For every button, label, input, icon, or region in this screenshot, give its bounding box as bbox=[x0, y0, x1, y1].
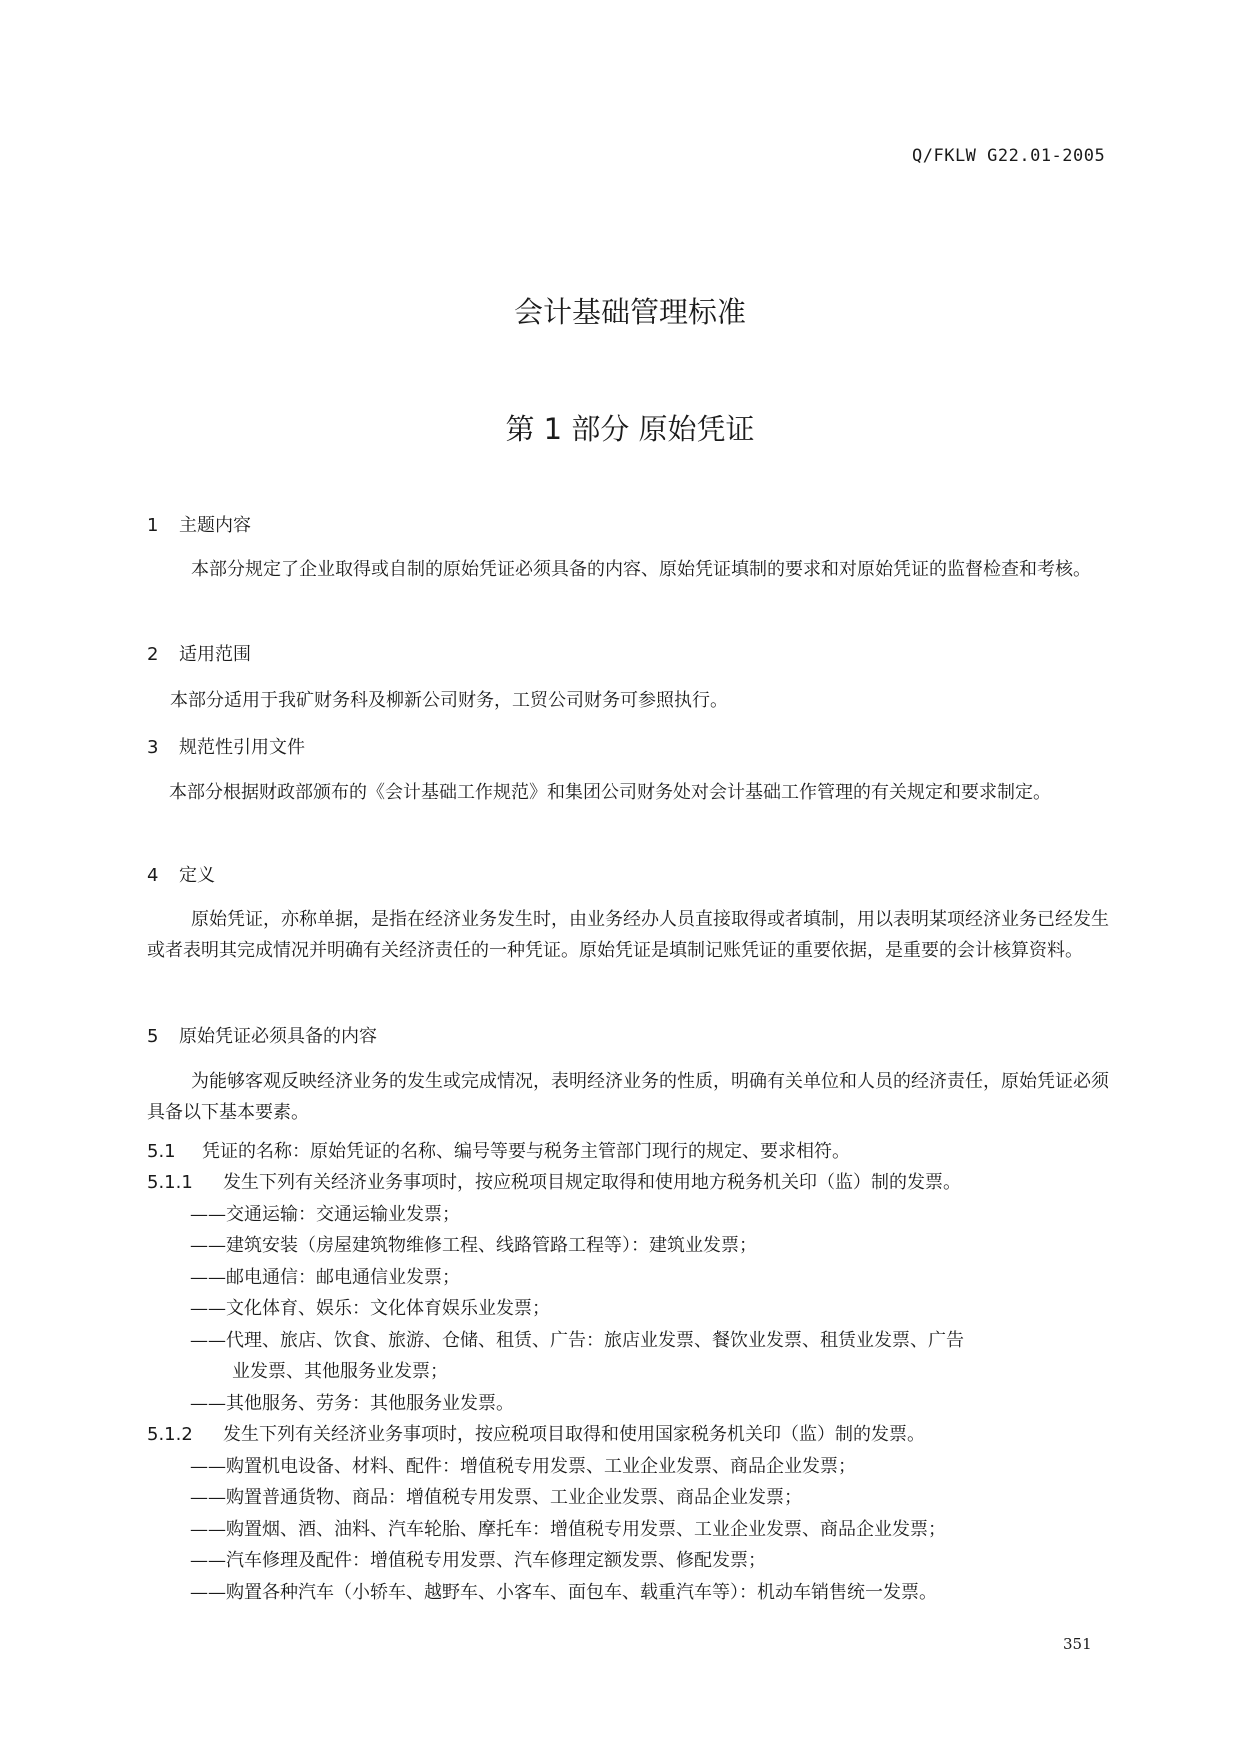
list-item: ——购置普通货物、商品：增值税专用发票、工业企业发票、商品企业发票； bbox=[190, 1487, 802, 1508]
page-number: 351 bbox=[1063, 1635, 1092, 1653]
list-item: ——购置机电设备、材料、配件：增值税专用发票、工业企业发票、商品企业发票； bbox=[190, 1456, 856, 1477]
section-number: 4 bbox=[147, 865, 159, 886]
list-item-continuation: 业发票、其他服务业发票； bbox=[232, 1361, 448, 1382]
list-item: ——购置各种汽车（小轿车、越野车、小客车、面包车、载重汽车等）：机动车销售统一发票。 bbox=[190, 1582, 937, 1603]
clause-number: 5.1.1 bbox=[147, 1172, 193, 1193]
clause-text: 发生下列有关经济业务事项时，按应税项目取得和使用国家税务机关印（监）制的发票。 bbox=[223, 1424, 925, 1445]
list-item: ——建筑安装（房屋建筑物维修工程、线路管路工程等）：建筑业发票； bbox=[190, 1235, 757, 1256]
section-number: 1 bbox=[147, 515, 159, 536]
section-body-2: 本部分适用于我矿财务科及柳新公司财务，工贸公司财务可参照执行。 bbox=[170, 690, 728, 711]
section-heading-4 bbox=[147, 861, 215, 887]
clause-number: 5.1.2 bbox=[147, 1424, 193, 1445]
standard-code: Q/FKLW G22.01-2005 bbox=[912, 146, 1106, 166]
section-number: 5 bbox=[147, 1026, 159, 1047]
document-title: 会计基础管理标准 bbox=[513, 295, 746, 329]
section-heading-1 bbox=[147, 511, 251, 537]
section-heading-5 bbox=[147, 1022, 377, 1048]
clause-text: 发生下列有关经济业务事项时，按应税项目规定取得和使用地方税务机关印（监）制的发票。 bbox=[223, 1172, 961, 1193]
section-title: 适用范围 bbox=[179, 644, 251, 665]
list-item: ——代理、旅店、饮食、旅游、仓储、租赁、广告：旅店业发票、餐饮业发票、租赁业发票、广告 bbox=[190, 1330, 964, 1351]
clause-5-1-1 bbox=[147, 1168, 961, 1194]
section-heading-3 bbox=[147, 733, 305, 759]
section-title: 原始凭证必须具备的内容 bbox=[179, 1026, 377, 1047]
section-body-4: 原始凭证，亦称单据，是指在经济业务发生时，由业务经办人员直接取得或者填制，用以表明某项经济业务已经发生或者表明其完成情况并明确有关经济责任的一种凭证。原始凭证是填制记账凭证的重要依据，是重要的会计核算资料。 bbox=[147, 909, 1109, 961]
clause-5-1 bbox=[147, 1137, 850, 1163]
section-body-1: 本部分规定了企业取得或自制的原始凭证必须具备的内容、原始凭证填制的要求和对原始凭证的监督检查和考核。 bbox=[191, 559, 1091, 580]
section-title: 主题内容 bbox=[179, 515, 251, 536]
list-item: ——购置烟、酒、油料、汽车轮胎、摩托车：增值税专用发票、工业企业发票、商品企业发票； bbox=[190, 1519, 946, 1540]
clause-text: 凭证的名称：原始凭证的名称、编号等要与税务主管部门现行的规定、要求相符。 bbox=[202, 1141, 850, 1162]
list-item: ——交通运输：交通运输业发票； bbox=[190, 1204, 460, 1225]
part-title: 第 1 部分 原始凭证 bbox=[505, 412, 755, 446]
list-item: ——汽车修理及配件：增值税专用发票、汽车修理定额发票、修配发票； bbox=[190, 1550, 766, 1571]
section-number: 3 bbox=[147, 737, 159, 758]
section-title: 定义 bbox=[179, 865, 215, 886]
section-body-3: 本部分根据财政部颁布的《会计基础工作规范》和集团公司财务处对会计基础工作管理的有关规定和要求制定。 bbox=[169, 782, 1051, 803]
section-body-5: 为能够客观反映经济业务的发生或完成情况，表明经济业务的性质，明确有关单位和人员的经济责任，原始凭证必须具备以下基本要素。 bbox=[147, 1071, 1109, 1123]
section-number: 2 bbox=[147, 644, 159, 665]
list-item: ——其他服务、劳务：其他服务业发票。 bbox=[190, 1393, 514, 1414]
clause-5-1-2 bbox=[147, 1420, 925, 1446]
list-item: ——邮电通信：邮电通信业发票； bbox=[190, 1267, 460, 1288]
section-title: 规范性引用文件 bbox=[179, 737, 305, 758]
section-heading-2 bbox=[147, 640, 251, 666]
list-item: ——文化体育、娱乐：文化体育娱乐业发票； bbox=[190, 1298, 550, 1319]
clause-number: 5.1 bbox=[147, 1141, 176, 1162]
